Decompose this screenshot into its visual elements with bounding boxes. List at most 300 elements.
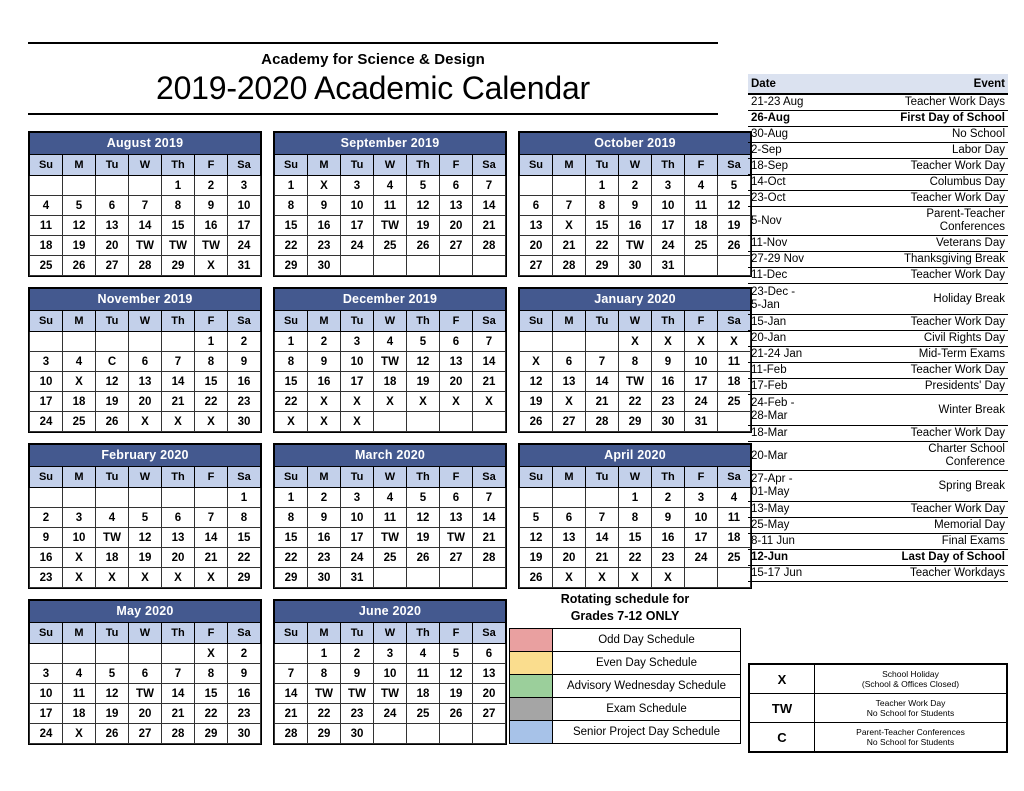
day-cell[interactable]: 7 [129, 196, 162, 216]
day-cell[interactable]: 20 [440, 216, 473, 236]
day-cell[interactable]: 17 [685, 528, 718, 548]
day-cell[interactable]: X [652, 332, 685, 352]
day-cell[interactable]: 2 [30, 508, 63, 528]
day-cell[interactable]: X [619, 568, 652, 588]
day-cell[interactable]: 12 [520, 372, 553, 392]
day-cell[interactable]: 4 [374, 332, 407, 352]
day-cell[interactable]: 10 [341, 352, 374, 372]
day-cell[interactable]: 30 [619, 256, 652, 276]
day-cell[interactable]: 25 [30, 256, 63, 276]
day-cell[interactable]: 6 [129, 664, 162, 684]
day-cell[interactable]: 6 [162, 508, 195, 528]
day-cell[interactable]: X [374, 392, 407, 412]
day-cell[interactable]: 1 [162, 176, 195, 196]
day-cell[interactable]: 10 [652, 196, 685, 216]
day-cell[interactable]: 13 [440, 196, 473, 216]
day-cell[interactable]: 7 [473, 332, 506, 352]
day-cell[interactable]: 26 [96, 724, 129, 744]
day-cell[interactable]: 21 [275, 704, 308, 724]
day-cell[interactable]: 4 [30, 196, 63, 216]
day-cell[interactable]: 5 [63, 196, 96, 216]
day-cell[interactable]: 5 [520, 508, 553, 528]
day-cell[interactable]: 22 [275, 392, 308, 412]
day-cell[interactable]: 20 [129, 392, 162, 412]
day-cell[interactable]: 14 [129, 216, 162, 236]
day-cell[interactable]: 7 [473, 176, 506, 196]
day-cell[interactable]: 11 [374, 196, 407, 216]
day-cell[interactable]: 7 [586, 352, 619, 372]
day-cell[interactable]: 16 [195, 216, 228, 236]
day-cell[interactable]: X [63, 724, 96, 744]
day-cell[interactable]: 21 [473, 372, 506, 392]
day-cell[interactable]: 13 [440, 352, 473, 372]
day-cell[interactable]: 15 [619, 528, 652, 548]
day-cell[interactable]: 15 [228, 528, 261, 548]
day-cell[interactable]: X [63, 548, 96, 568]
day-cell[interactable]: 16 [652, 372, 685, 392]
day-cell[interactable]: 12 [407, 196, 440, 216]
day-cell[interactable]: TW [374, 684, 407, 704]
day-cell[interactable]: 31 [341, 568, 374, 588]
day-cell[interactable]: 9 [30, 528, 63, 548]
day-cell[interactable]: 18 [374, 372, 407, 392]
day-cell[interactable]: 23 [308, 548, 341, 568]
day-cell[interactable]: 19 [96, 704, 129, 724]
day-cell[interactable]: X [341, 392, 374, 412]
day-cell[interactable]: 19 [63, 236, 96, 256]
day-cell[interactable]: 15 [195, 372, 228, 392]
day-cell[interactable]: 5 [407, 176, 440, 196]
day-cell[interactable]: 26 [718, 236, 751, 256]
day-cell[interactable]: 19 [520, 392, 553, 412]
day-cell[interactable]: 9 [308, 196, 341, 216]
day-cell[interactable]: 26 [96, 412, 129, 432]
day-cell[interactable]: 31 [685, 412, 718, 432]
day-cell[interactable]: 6 [553, 508, 586, 528]
day-cell[interactable]: 23 [652, 548, 685, 568]
day-cell[interactable]: 3 [341, 332, 374, 352]
day-cell[interactable]: TW [162, 236, 195, 256]
day-cell[interactable]: 5 [129, 508, 162, 528]
day-cell[interactable]: 30 [652, 412, 685, 432]
day-cell[interactable]: 15 [586, 216, 619, 236]
day-cell[interactable]: X [553, 568, 586, 588]
day-cell[interactable]: 29 [195, 724, 228, 744]
day-cell[interactable]: 20 [96, 236, 129, 256]
day-cell[interactable]: 4 [96, 508, 129, 528]
day-cell[interactable]: 14 [195, 528, 228, 548]
day-cell[interactable]: 3 [341, 176, 374, 196]
day-cell[interactable]: 21 [195, 548, 228, 568]
day-cell[interactable]: 30 [308, 256, 341, 276]
day-cell[interactable]: 28 [275, 724, 308, 744]
day-cell[interactable]: 12 [96, 372, 129, 392]
day-cell[interactable]: X [63, 568, 96, 588]
day-cell[interactable]: 31 [228, 256, 261, 276]
day-cell[interactable]: 24 [30, 412, 63, 432]
day-cell[interactable]: 14 [275, 684, 308, 704]
day-cell[interactable]: 8 [308, 664, 341, 684]
day-cell[interactable]: 30 [228, 724, 261, 744]
day-cell[interactable]: 9 [652, 352, 685, 372]
day-cell[interactable]: 25 [407, 704, 440, 724]
day-cell[interactable]: 19 [520, 548, 553, 568]
day-cell[interactable]: 18 [718, 372, 751, 392]
day-cell[interactable]: 22 [619, 392, 652, 412]
day-cell[interactable]: 4 [374, 176, 407, 196]
day-cell[interactable]: 28 [473, 548, 506, 568]
day-cell[interactable]: 25 [685, 236, 718, 256]
day-cell[interactable]: 1 [275, 176, 308, 196]
day-cell[interactable]: 14 [586, 372, 619, 392]
day-cell[interactable]: 18 [63, 704, 96, 724]
day-cell[interactable]: 9 [619, 196, 652, 216]
day-cell[interactable]: 16 [30, 548, 63, 568]
day-cell[interactable]: TW [619, 236, 652, 256]
day-cell[interactable]: TW [96, 528, 129, 548]
day-cell[interactable]: 2 [228, 332, 261, 352]
day-cell[interactable]: TW [440, 528, 473, 548]
day-cell[interactable]: 24 [374, 704, 407, 724]
day-cell[interactable]: 6 [440, 176, 473, 196]
day-cell[interactable]: X [308, 392, 341, 412]
day-cell[interactable]: 13 [553, 372, 586, 392]
day-cell[interactable]: 14 [473, 508, 506, 528]
day-cell[interactable]: 26 [520, 412, 553, 432]
day-cell[interactable]: 3 [374, 644, 407, 664]
day-cell[interactable]: 4 [63, 352, 96, 372]
day-cell[interactable]: X [162, 412, 195, 432]
day-cell[interactable]: 27 [440, 548, 473, 568]
day-cell[interactable]: 10 [341, 508, 374, 528]
day-cell[interactable]: 12 [520, 528, 553, 548]
day-cell[interactable]: 13 [553, 528, 586, 548]
day-cell[interactable]: 14 [162, 372, 195, 392]
day-cell[interactable]: X [63, 372, 96, 392]
day-cell[interactable]: 17 [652, 216, 685, 236]
day-cell[interactable]: X [553, 216, 586, 236]
day-cell[interactable]: X [308, 176, 341, 196]
day-cell[interactable]: 25 [718, 392, 751, 412]
day-cell[interactable]: 5 [440, 644, 473, 664]
day-cell[interactable]: 16 [619, 216, 652, 236]
day-cell[interactable]: 9 [652, 508, 685, 528]
day-cell[interactable]: X [718, 332, 751, 352]
day-cell[interactable]: 14 [162, 684, 195, 704]
day-cell[interactable]: 28 [586, 412, 619, 432]
day-cell[interactable]: 4 [63, 664, 96, 684]
day-cell[interactable]: 6 [440, 488, 473, 508]
day-cell[interactable]: 22 [308, 704, 341, 724]
day-cell[interactable]: 12 [407, 352, 440, 372]
day-cell[interactable]: 17 [30, 704, 63, 724]
day-cell[interactable]: 24 [228, 236, 261, 256]
day-cell[interactable]: 11 [407, 664, 440, 684]
day-cell[interactable]: 20 [520, 236, 553, 256]
day-cell[interactable]: 9 [341, 664, 374, 684]
day-cell[interactable]: 18 [407, 684, 440, 704]
day-cell[interactable]: 25 [63, 412, 96, 432]
day-cell[interactable]: 24 [685, 548, 718, 568]
day-cell[interactable]: 21 [162, 392, 195, 412]
day-cell[interactable]: 22 [275, 548, 308, 568]
day-cell[interactable]: X [553, 392, 586, 412]
day-cell[interactable]: X [195, 256, 228, 276]
day-cell[interactable]: 9 [308, 508, 341, 528]
day-cell[interactable]: 5 [96, 664, 129, 684]
day-cell[interactable]: 15 [275, 372, 308, 392]
day-cell[interactable]: 15 [275, 216, 308, 236]
day-cell[interactable]: 6 [129, 352, 162, 372]
day-cell[interactable]: 3 [30, 664, 63, 684]
day-cell[interactable]: 14 [473, 352, 506, 372]
day-cell[interactable]: X [473, 392, 506, 412]
day-cell[interactable]: X [619, 332, 652, 352]
day-cell[interactable]: 6 [473, 644, 506, 664]
day-cell[interactable]: 23 [30, 568, 63, 588]
day-cell[interactable]: TW [374, 216, 407, 236]
day-cell[interactable]: 21 [162, 704, 195, 724]
day-cell[interactable]: 23 [228, 704, 261, 724]
day-cell[interactable]: 10 [685, 352, 718, 372]
day-cell[interactable]: 18 [96, 548, 129, 568]
day-cell[interactable]: 20 [162, 548, 195, 568]
day-cell[interactable]: 29 [162, 256, 195, 276]
day-cell[interactable]: 17 [228, 216, 261, 236]
day-cell[interactable]: 23 [652, 392, 685, 412]
day-cell[interactable]: 13 [129, 372, 162, 392]
day-cell[interactable]: 12 [718, 196, 751, 216]
day-cell[interactable]: 29 [275, 256, 308, 276]
day-cell[interactable]: 22 [195, 392, 228, 412]
day-cell[interactable]: 4 [685, 176, 718, 196]
day-cell[interactable]: 19 [440, 684, 473, 704]
day-cell[interactable]: 10 [374, 664, 407, 684]
day-cell[interactable]: 26 [407, 548, 440, 568]
day-cell[interactable]: 8 [619, 508, 652, 528]
day-cell[interactable]: 29 [228, 568, 261, 588]
day-cell[interactable]: 26 [520, 568, 553, 588]
day-cell[interactable]: 7 [162, 664, 195, 684]
day-cell[interactable]: 7 [473, 488, 506, 508]
day-cell[interactable]: X [308, 412, 341, 432]
day-cell[interactable]: 10 [30, 684, 63, 704]
day-cell[interactable]: 7 [586, 508, 619, 528]
day-cell[interactable]: 4 [374, 488, 407, 508]
day-cell[interactable]: X [195, 568, 228, 588]
day-cell[interactable]: 13 [520, 216, 553, 236]
day-cell[interactable]: 10 [341, 196, 374, 216]
day-cell[interactable]: 18 [685, 216, 718, 236]
day-cell[interactable]: 30 [308, 568, 341, 588]
day-cell[interactable]: 21 [473, 528, 506, 548]
day-cell[interactable]: 8 [195, 352, 228, 372]
day-cell[interactable]: 8 [586, 196, 619, 216]
day-cell[interactable]: TW [619, 372, 652, 392]
day-cell[interactable]: 12 [96, 684, 129, 704]
day-cell[interactable]: X [407, 392, 440, 412]
day-cell[interactable]: 14 [586, 528, 619, 548]
day-cell[interactable]: 29 [275, 568, 308, 588]
day-cell[interactable]: 25 [374, 236, 407, 256]
day-cell[interactable]: 25 [718, 548, 751, 568]
day-cell[interactable]: TW [308, 684, 341, 704]
day-cell[interactable]: 1 [228, 488, 261, 508]
day-cell[interactable]: 19 [96, 392, 129, 412]
day-cell[interactable]: 22 [275, 236, 308, 256]
day-cell[interactable]: 28 [553, 256, 586, 276]
day-cell[interactable]: 1 [275, 488, 308, 508]
day-cell[interactable]: 22 [228, 548, 261, 568]
day-cell[interactable]: 12 [63, 216, 96, 236]
day-cell[interactable]: X [341, 412, 374, 432]
day-cell[interactable]: 11 [374, 508, 407, 528]
day-cell[interactable]: 12 [440, 664, 473, 684]
day-cell[interactable]: 1 [308, 644, 341, 664]
day-cell[interactable]: 2 [228, 644, 261, 664]
day-cell[interactable]: 13 [440, 508, 473, 528]
day-cell[interactable]: TW [129, 684, 162, 704]
day-cell[interactable]: 16 [308, 372, 341, 392]
day-cell[interactable]: 16 [228, 372, 261, 392]
day-cell[interactable]: 1 [619, 488, 652, 508]
day-cell[interactable]: 2 [195, 176, 228, 196]
day-cell[interactable]: 30 [341, 724, 374, 744]
day-cell[interactable]: 18 [718, 528, 751, 548]
day-cell[interactable]: 15 [162, 216, 195, 236]
day-cell[interactable]: 22 [195, 704, 228, 724]
day-cell[interactable]: X [652, 568, 685, 588]
day-cell[interactable]: 10 [228, 196, 261, 216]
day-cell[interactable]: 13 [162, 528, 195, 548]
day-cell[interactable]: 26 [63, 256, 96, 276]
day-cell[interactable]: 8 [275, 508, 308, 528]
day-cell[interactable]: 11 [718, 508, 751, 528]
day-cell[interactable]: 7 [195, 508, 228, 528]
day-cell[interactable]: 17 [30, 392, 63, 412]
day-cell[interactable]: TW [374, 352, 407, 372]
day-cell[interactable]: TW [374, 528, 407, 548]
day-cell[interactable]: 28 [129, 256, 162, 276]
day-cell[interactable]: 10 [30, 372, 63, 392]
day-cell[interactable]: 24 [341, 548, 374, 568]
day-cell[interactable]: 7 [275, 664, 308, 684]
day-cell[interactable]: 5 [407, 332, 440, 352]
day-cell[interactable]: 1 [586, 176, 619, 196]
day-cell[interactable]: 21 [553, 236, 586, 256]
day-cell[interactable]: 22 [586, 236, 619, 256]
day-cell[interactable]: 5 [407, 488, 440, 508]
day-cell[interactable]: 8 [195, 664, 228, 684]
day-cell[interactable]: X [129, 568, 162, 588]
day-cell[interactable]: 8 [275, 196, 308, 216]
day-cell[interactable]: 24 [30, 724, 63, 744]
day-cell[interactable]: 12 [129, 528, 162, 548]
day-cell[interactable]: X [195, 644, 228, 664]
day-cell[interactable]: 6 [440, 332, 473, 352]
day-cell[interactable]: 17 [341, 372, 374, 392]
day-cell[interactable]: 16 [308, 216, 341, 236]
day-cell[interactable]: 19 [407, 372, 440, 392]
day-cell[interactable]: 1 [275, 332, 308, 352]
day-cell[interactable]: 24 [341, 236, 374, 256]
day-cell[interactable]: 3 [685, 488, 718, 508]
day-cell[interactable]: 20 [553, 548, 586, 568]
day-cell[interactable]: 29 [619, 412, 652, 432]
day-cell[interactable]: 15 [275, 528, 308, 548]
day-cell[interactable]: 16 [228, 684, 261, 704]
day-cell[interactable]: 17 [341, 528, 374, 548]
day-cell[interactable]: 11 [718, 352, 751, 372]
day-cell[interactable]: 23 [228, 392, 261, 412]
day-cell[interactable]: 13 [473, 664, 506, 684]
day-cell[interactable]: 15 [195, 684, 228, 704]
day-cell[interactable]: 9 [228, 352, 261, 372]
day-cell[interactable]: 19 [129, 548, 162, 568]
day-cell[interactable]: 23 [341, 704, 374, 724]
day-cell[interactable]: 4 [407, 644, 440, 664]
day-cell[interactable]: 4 [718, 488, 751, 508]
day-cell[interactable]: 28 [162, 724, 195, 744]
day-cell[interactable]: TW [195, 236, 228, 256]
day-cell[interactable]: 27 [520, 256, 553, 276]
day-cell[interactable]: 16 [308, 528, 341, 548]
day-cell[interactable]: 2 [341, 644, 374, 664]
day-cell[interactable]: 17 [341, 216, 374, 236]
day-cell[interactable]: 6 [520, 196, 553, 216]
day-cell[interactable]: 22 [619, 548, 652, 568]
day-cell[interactable]: 12 [407, 508, 440, 528]
day-cell[interactable]: 6 [96, 196, 129, 216]
day-cell[interactable]: TW [341, 684, 374, 704]
day-cell[interactable]: 20 [129, 704, 162, 724]
day-cell[interactable]: 3 [63, 508, 96, 528]
day-cell[interactable]: 5 [718, 176, 751, 196]
day-cell[interactable]: 3 [30, 352, 63, 372]
day-cell[interactable]: 3 [341, 488, 374, 508]
day-cell[interactable]: 29 [308, 724, 341, 744]
day-cell[interactable]: 21 [473, 216, 506, 236]
day-cell[interactable]: 26 [440, 704, 473, 724]
day-cell[interactable]: 28 [473, 236, 506, 256]
day-cell[interactable]: 19 [407, 216, 440, 236]
day-cell[interactable]: X [440, 392, 473, 412]
day-cell[interactable]: 8 [228, 508, 261, 528]
day-cell[interactable]: TW [129, 236, 162, 256]
day-cell[interactable]: 30 [228, 412, 261, 432]
day-cell[interactable]: 27 [129, 724, 162, 744]
day-cell[interactable]: X [162, 568, 195, 588]
day-cell[interactable]: 18 [63, 392, 96, 412]
day-cell[interactable]: 2 [308, 488, 341, 508]
day-cell[interactable]: 7 [553, 196, 586, 216]
day-cell[interactable]: 27 [440, 236, 473, 256]
day-cell[interactable]: 9 [308, 352, 341, 372]
day-cell[interactable]: 20 [440, 372, 473, 392]
day-cell[interactable]: X [129, 412, 162, 432]
day-cell[interactable]: 27 [96, 256, 129, 276]
day-cell[interactable]: 7 [162, 352, 195, 372]
day-cell[interactable]: 11 [30, 216, 63, 236]
day-cell[interactable]: 26 [407, 236, 440, 256]
day-cell[interactable]: X [195, 412, 228, 432]
day-cell[interactable]: 2 [619, 176, 652, 196]
day-cell[interactable]: 3 [652, 176, 685, 196]
day-cell[interactable]: 31 [652, 256, 685, 276]
day-cell[interactable]: 17 [685, 372, 718, 392]
day-cell[interactable]: 14 [473, 196, 506, 216]
day-cell[interactable]: 11 [63, 684, 96, 704]
